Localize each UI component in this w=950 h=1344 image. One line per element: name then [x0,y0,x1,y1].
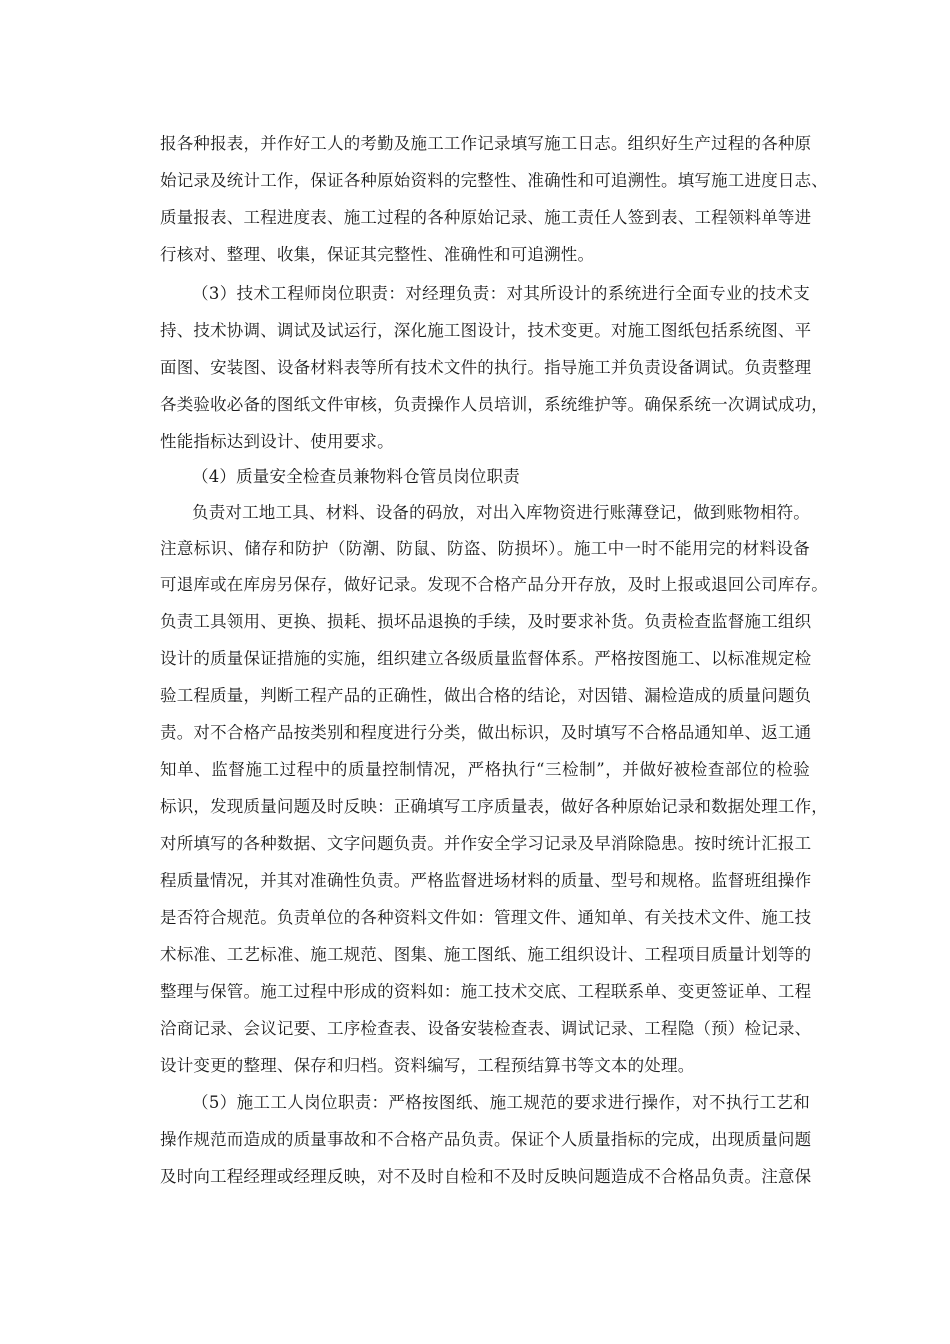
text-line: 知单、监督施工过程中的质量控制情况，严格执行“三检制”，并做好被检查部位的检验 [160,760,810,779]
text-line: 标识，发现质量问题及时反映：正确填写工序质量表，做好各种原始记录和数据处理工作， [160,797,828,816]
text-line: 持、技术协调、调试及试运行，深化施工图设计，技术变更。对施工图纸包括系统图、平 [160,321,812,340]
text-line: 可退库或在库房另保存，做好记录。发现不合格产品分开存放，及时上报或退回公司库存。 [160,575,828,594]
section-3-heading-line: （3）技术工程师岗位职责：对经理负责：对其所设计的系统进行全面专业的技术支 [192,284,810,303]
text-line: 程质量情况，并其对准确性负责。严格监督进场材料的质量、型号和规格。监督班组操作 [160,871,812,890]
text-line: 负责对工地工具、材料、设备的码放，对出入库物资进行账薄登记，做到账物相符。 [192,503,810,522]
text-line: 对所填写的各种数据、文字问题负责。并作安全学习记录及早消除隐患。按时统计汇报工 [160,834,812,853]
text-line: 设计的质量保证措施的实施，组织建立各级质量监督体系。严格按图施工、以标准规定检 [160,649,812,668]
section-4-heading: （4）质量安全检查员兼物料仓管员岗位职责 [192,467,520,486]
text-line: 整理与保管。施工过程中形成的资料如：施工技术交底、工程联系单、变更签证单、工程 [160,982,812,1001]
text-line: 各类验收必备的图纸文件审核，负责操作人员培训，系统维护等。确保系统一次调试成功， [160,395,828,414]
text-line: 质量报表、工程进度表、施工过程的各种原始记录、施工责任人签到表、工程领料单等进 [160,208,812,227]
text-line: 设计变更的整理、保存和归档。资料编写，工程预结算书等文本的处理。 [160,1056,695,1075]
text-line: 始记录及统计工作，保证各种原始资料的完整性、准确性和可追溯性。填写施工进度日志、 [160,171,828,190]
text-line: 报各种报表，并作好工人的考勤及施工工作记录填写施工日志。组织好生产过程的各种原 [160,134,812,153]
text-line: 负责工具领用、更换、损耗、损坏品退换的手续，及时要求补货。负责检查监督施工组织 [160,612,812,631]
text-line: 性能指标达到设计、使用要求。 [160,432,394,451]
section-5-heading-line: （5）施工工人岗位职责：严格按图纸、施工规范的要求进行操作，对不执行工艺和 [192,1093,810,1112]
text-line: 验工程质量，判断工程产品的正确性，做出合格的结论，对因错、漏检造成的质量问题负 [160,686,812,705]
text-line: 操作规范而造成的质量事故和不合格产品负责。保证个人质量指标的完成，出现质量问题 [160,1130,812,1149]
text-line: 面图、安装图、设备材料表等所有技术文件的执行。指导施工并负责设备调试。负责整理 [160,358,812,377]
text-line: 是否符合规范。负责单位的各种资料文件如：管理文件、通知单、有关技术文件、施工技 [160,908,812,927]
text-line: 注意标识、储存和防护（防潮、防鼠、防盗、防损坏）。施工中一时不能用完的材料设备 [160,539,810,558]
text-line: 责。对不合格产品按类别和程度进行分类，做出标识，及时填写不合格品通知单、返工通 [160,723,812,742]
text-line: 洽商记录、会议记要、工序检查表、设备安装检查表、调试记录、工程隐（预）检记录、 [160,1019,812,1038]
text-line: 术标准、工艺标准、施工规范、图集、施工图纸、施工组织设计、工程项目质量计划等的 [160,945,812,964]
text-line: 及时向工程经理或经理反映，对不及时自检和不及时反映问题造成不合格品负责。注意保 [160,1167,812,1186]
text-line: 行核对、整理、收集，保证其完整性、准确性和可追溯性。 [160,245,595,264]
